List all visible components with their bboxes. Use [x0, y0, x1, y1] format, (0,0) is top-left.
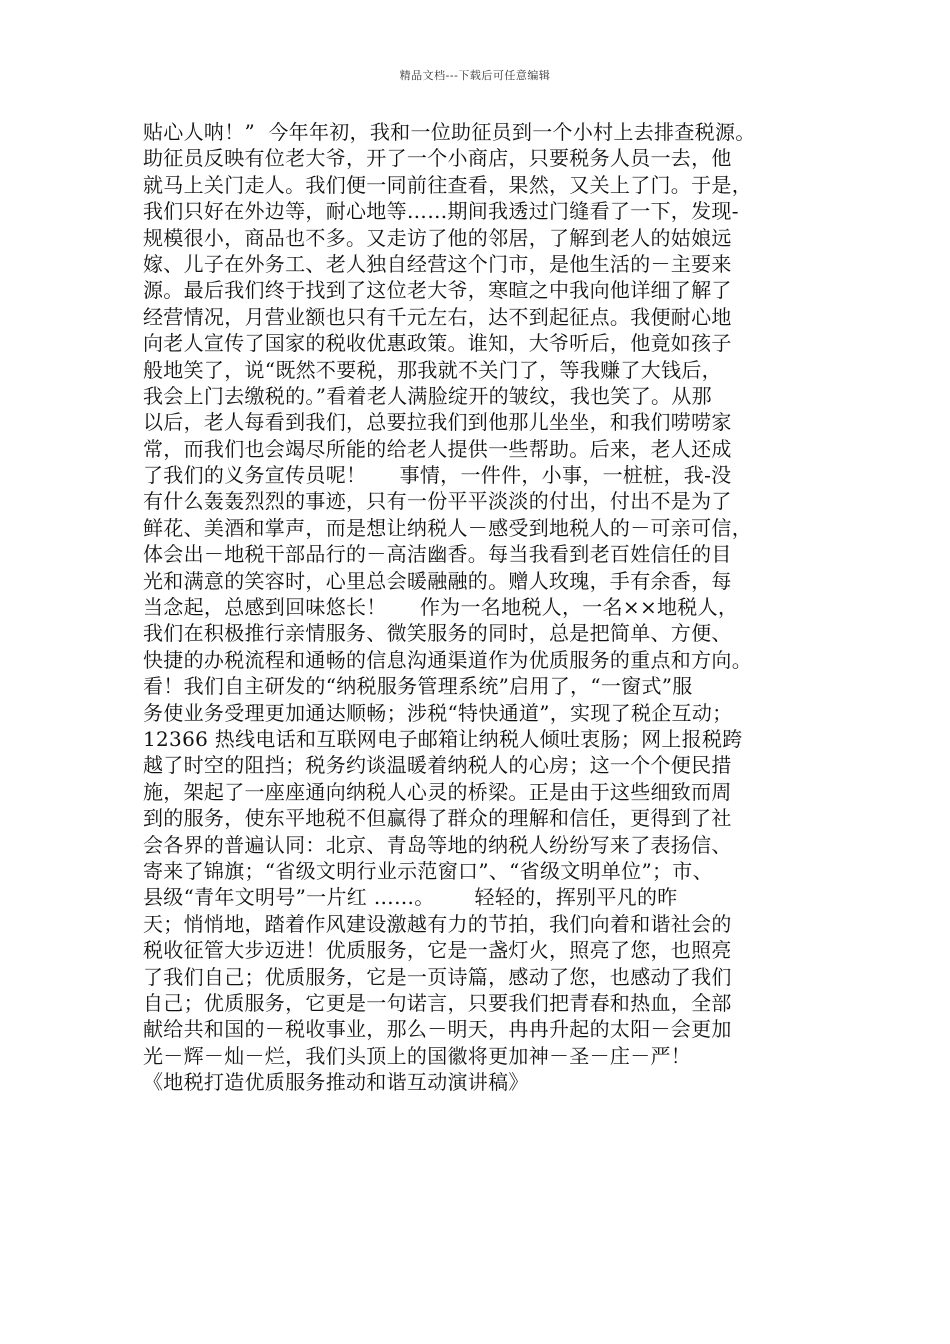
text-line: 看！我们自主研发的“纳税服务管理系统”启用了，“一窗式”服 [143, 674, 693, 699]
text-line: 县级“青年文明号”一片红 ……。 轻轻的，挥别平凡的昨 [143, 885, 678, 910]
text-line: 就马上关门走人。我们便一同前往查看，果然，又关上了门。于是， [143, 172, 752, 197]
text-line: 税收征管大步迈进！优质服务，它是一盏灯火，照亮了您，也照亮 [143, 938, 732, 963]
text-line: 源。最后我们终于找到了这位老大爷，寒暄之中我向他详细了解了 [143, 278, 732, 303]
text-line: 当念起，总感到回味悠长！ 作为一名地税人，一名××地税人， [143, 595, 739, 620]
text-line: 嫁、儿子在外务工、老人独自经营这个门市，是他生活的－主要来 [143, 251, 732, 276]
text-line: 我会上门去缴税的。”看着老人满脸绽开的皱纹，我也笑了。从那 [143, 383, 712, 408]
text-line: 我们在积极推行亲情服务、微笑服务的同时，总是把简单、方便、 [143, 621, 732, 646]
text-line: 到的服务，使东平地税不但赢得了群众的理解和信任，更得到了社 [143, 806, 732, 831]
text-line: 了我们自己；优质服务，它是一页诗篇，感动了您，也感动了我们 [143, 964, 732, 989]
text-line: 光和满意的笑容时，心里总会暖融融的。赠人玫瑰，手有余香，每 [143, 568, 732, 593]
page-header: 精品文档---下载后可任意编辑 [399, 69, 551, 82]
text-line: 以后，老人每看到我们，总要拉我们到他那儿坐坐，和我们唠唠家 [143, 410, 732, 435]
text-line: 越了时空的阻挡；税务约谈温暖着纳税人的心房；这一个个便民措 [143, 753, 732, 778]
text-line: 经营情况，月营业额也只有千元左右，达不到起征点。我便耐心地 [143, 304, 732, 329]
text-line: 12366 热线电话和互联网电子邮箱让纳税人倾吐衷肠；网上报税跨 [143, 726, 743, 751]
text-line: 我们只好在外边等，耐心地等……期间我透过门缝看了一下，发现- [143, 199, 739, 224]
document-body [143, 119, 808, 1095]
text-line: 常，而我们也会竭尽所能的给老人提供一些帮助。后来，老人还成 [143, 436, 732, 461]
text-line: 体会出－地税干部品行的－高洁幽香。每当我看到老百姓信任的目 [143, 542, 732, 567]
text-line: 《地税打造优质服务推动和谐互动演讲稿》 [143, 1070, 529, 1095]
text-line: 助征员反映有位老大爷，开了一个小商店，只要税务人员一去，他 [143, 146, 732, 171]
text-line: 规模很小，商品也不多。又走访了他的邻居，了解到老人的姑娘远 [143, 225, 732, 250]
text-line: 天；悄悄地，踏着作风建设激越有力的节拍，我们向着和谐社会的 [143, 911, 732, 936]
text-line: 了我们的义务宣传员呢！ 事情，一件件，小事，一桩桩，我-没 [143, 463, 732, 488]
text-line: 施，架起了一座座通向纳税人心灵的桥梁。正是由于这些细致而周 [143, 779, 732, 804]
text-line: 贴心人呐！” 今年年初，我和一位助征员到一个小村上去排查税源。 [143, 120, 756, 144]
text-line: 自己；优质服务，它更是一句诺言，只要我们把青春和热血，全部 [143, 990, 732, 1015]
text-line: 会各界的普遍认同：北京、青岛等地的纳税人纷纷写来了表扬信、 [143, 832, 732, 857]
text-line: 务使业务受理更加通达顺畅；涉税“特快通道”，实现了税企互动； [143, 700, 733, 725]
text-line: 有什么轰轰烈烈的事迹，只有一份平平淡淡的付出，付出不是为了 [143, 489, 732, 514]
text-line: 般地笑了，说“既然不要税，那我就不关门了，等我赚了大钱后， [143, 357, 722, 382]
text-line: 向老人宣传了国家的税收优惠政策。谁知，大爷听后，他竟如孩子 [143, 331, 732, 356]
text-line: 献给共和国的－税收事业，那么－明天，冉冉升起的太阳－会更加 [143, 1017, 732, 1042]
text-line: 鲜花、美酒和掌声，而是想让纳税人－感受到地税人的－可亲可信， [143, 515, 752, 540]
text-line: 寄来了锦旗；“省级文明行业示范窗口”、“省级文明单位”；市、 [143, 858, 713, 883]
text-line: 快捷的办税流程和通畅的信息沟通渠道作为优质服务的重点和方向。 [143, 647, 752, 672]
text-line: 光－辉－灿－烂，我们头顶上的国徽将更加神－圣－庄－严！ [143, 1043, 692, 1068]
